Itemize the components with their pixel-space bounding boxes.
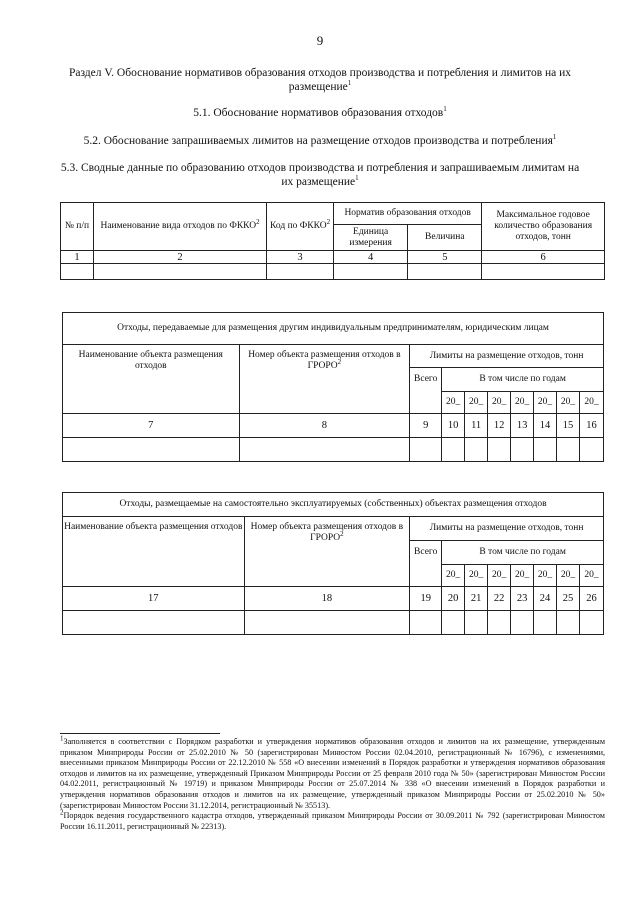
subsection-5-3 bbox=[40, 161, 600, 189]
table-cell[interactable] bbox=[465, 438, 488, 462]
column-number: 1 bbox=[61, 251, 94, 264]
col-header-object-name: Наименование объекта размещения отходов bbox=[63, 345, 240, 414]
table-cell[interactable] bbox=[534, 438, 557, 462]
column-number: 14 bbox=[534, 414, 557, 438]
table-cell[interactable] bbox=[333, 264, 407, 280]
table-cell[interactable] bbox=[557, 438, 580, 462]
col-header-object-name: Наименование объекта размещения отходов bbox=[63, 517, 245, 587]
column-number: 7 bbox=[63, 414, 240, 438]
subsection-5-1 bbox=[40, 106, 600, 120]
col-header-groro-number-text: Номер объекта размещения отходов в ГРОРО bbox=[248, 350, 401, 371]
table-title: Отходы, передаваемые для размещения другим индивидуальным предпринимателям, юридическим лицам bbox=[63, 313, 604, 345]
table-cell[interactable] bbox=[482, 264, 605, 280]
year-cell: 20_ bbox=[465, 392, 488, 414]
col-header-groro-number bbox=[239, 345, 410, 414]
year-cell: 20_ bbox=[511, 565, 534, 587]
column-number: 2 bbox=[93, 251, 266, 264]
subsection-5-2-text: 5.2. Обоснование запрашиваемых лимитов на размещение отходов производства и потребления bbox=[83, 135, 553, 147]
footnote-ref: 2 bbox=[256, 217, 260, 226]
table-cell[interactable] bbox=[93, 264, 266, 280]
year-cell: 20_ bbox=[442, 565, 465, 587]
footnote-ref: 1 bbox=[552, 133, 557, 142]
col-header-waste-name bbox=[93, 203, 266, 251]
column-number: 5 bbox=[408, 251, 482, 264]
col-header-fkko-code bbox=[267, 203, 334, 251]
col-header-value: Величина bbox=[408, 225, 482, 251]
column-number-row bbox=[63, 414, 604, 438]
page-number: 9 bbox=[316, 33, 324, 48]
year-cell: 20_ bbox=[557, 392, 580, 414]
table-row bbox=[63, 611, 604, 635]
year-cell: 20_ bbox=[488, 392, 511, 414]
table-cell[interactable] bbox=[63, 438, 240, 462]
col-header-total: Всего bbox=[410, 368, 442, 414]
subsection-5-2 bbox=[40, 134, 600, 148]
footnote-ref: 1 bbox=[443, 105, 447, 114]
column-number: 17 bbox=[63, 587, 245, 611]
table-cell[interactable] bbox=[557, 611, 580, 635]
column-number: 18 bbox=[244, 587, 410, 611]
table-cell[interactable] bbox=[244, 611, 410, 635]
footnote-1-text: Заполняется в соответствии с Порядком разработки и утверждения нормативов образования отходов и лимитов на их размещение, утвержденным приказом Минприроды России от 25.02.2010 № 50 (зарегистрирован Минюстом России 02.04.2010, регистрационный № 16796), с изменениями, внесенными приказом Минприроды России от 22.12.2010 № 558 «О внесении изменений в Порядок разработки и утверждения нормативов образования отходов и лимитов на их размещение, утвержденный Приказом Минприроды России от 25 февраля 2010 года № 50» (зарегистрирован Минюстом России 04.02.2011, регистрационный № 19719) и приказом Минприроды России от 25.07.2014 № 338 «О внесении изменений в Порядок разработки и утверждения нормативов образования отходов и лимитов на их размещение, утвержденный приказом Минприроды России от 25.02.2010 № 50» (зарегистрирован Минюстом России 31.12.2014, регистрационный № 35513). bbox=[60, 737, 605, 810]
section-title bbox=[40, 66, 600, 94]
footnote-ref: 2 bbox=[337, 357, 342, 366]
table-cell[interactable] bbox=[465, 611, 488, 635]
footnote-ref: 2 bbox=[340, 529, 344, 538]
column-number-row bbox=[61, 251, 605, 264]
column-number: 20 bbox=[442, 587, 465, 611]
footnote-ref: 1 bbox=[355, 174, 359, 183]
col-header-fkko-code-text: Код по ФККО bbox=[270, 221, 327, 231]
year-cell: 20_ bbox=[579, 565, 603, 587]
column-number: 4 bbox=[333, 251, 407, 264]
column-number: 6 bbox=[482, 251, 605, 264]
waste-norms-table bbox=[60, 202, 605, 280]
table-cell[interactable] bbox=[442, 438, 465, 462]
col-header-unit: Единица измерения bbox=[333, 225, 407, 251]
table-row bbox=[63, 438, 604, 462]
col-header-waste-name-text: Наименование вида отходов по ФККО bbox=[100, 221, 257, 231]
footnote-separator bbox=[60, 733, 220, 734]
footnote-ref: 1 bbox=[347, 79, 352, 88]
table-row bbox=[61, 264, 605, 280]
section-title-text: Раздел V. Обоснование нормативов образования отходов производства и потребления и лимитов на их bbox=[68, 67, 572, 79]
footnote-2 bbox=[60, 808, 605, 832]
col-header-number: № п/п bbox=[61, 203, 94, 251]
col-header-limits: Лимиты на размещение отходов, тонн bbox=[410, 517, 604, 541]
col-header-norm: Норматив образования отходов bbox=[333, 203, 481, 225]
year-cell: 20_ bbox=[465, 565, 488, 587]
column-number-row bbox=[63, 587, 604, 611]
table-cell[interactable] bbox=[63, 611, 245, 635]
subsection-5-1-text: 5.1. Обоснование нормативов образования отходов bbox=[193, 107, 444, 119]
footnote-ref: 2 bbox=[326, 217, 331, 226]
table-cell[interactable] bbox=[511, 611, 534, 635]
footnote-mark: 2 bbox=[60, 808, 64, 817]
subsection-5-3-cont: их размещение bbox=[281, 176, 356, 188]
column-number: 21 bbox=[465, 587, 488, 611]
own-facilities-waste-table bbox=[62, 492, 604, 635]
year-cell: 20_ bbox=[534, 392, 557, 414]
column-number: 24 bbox=[534, 587, 557, 611]
column-number: 16 bbox=[579, 414, 603, 438]
table-cell[interactable] bbox=[410, 438, 442, 462]
col-header-groro-number bbox=[244, 517, 410, 587]
col-header-max-annual: Максимальное годовое количество образования отходов, тонн bbox=[482, 203, 605, 251]
year-cell: 20_ bbox=[557, 565, 580, 587]
column-number: 26 bbox=[579, 587, 603, 611]
table-cell[interactable] bbox=[239, 438, 410, 462]
transferred-waste-table bbox=[62, 312, 604, 462]
column-number: 12 bbox=[488, 414, 511, 438]
column-number: 8 bbox=[239, 414, 410, 438]
column-number: 11 bbox=[465, 414, 488, 438]
table-cell[interactable] bbox=[61, 264, 94, 280]
table-cell[interactable] bbox=[267, 264, 334, 280]
col-header-by-year: В том числе по годам bbox=[442, 541, 604, 565]
column-number: 10 bbox=[442, 414, 465, 438]
column-number: 19 bbox=[410, 587, 442, 611]
col-header-by-year: В том числе по годам bbox=[442, 368, 604, 392]
table-cell[interactable] bbox=[408, 264, 482, 280]
year-cell: 20_ bbox=[488, 565, 511, 587]
column-number: 13 bbox=[511, 414, 534, 438]
table-title: Отходы, размещаемые на самостоятельно эксплуатируемых (собственных) объектах размещения отходов bbox=[63, 493, 604, 517]
section-title-cont: размещение bbox=[288, 81, 348, 93]
column-number: 3 bbox=[267, 251, 334, 264]
table-cell[interactable] bbox=[534, 611, 557, 635]
year-cell: 20_ bbox=[511, 392, 534, 414]
column-number: 9 bbox=[410, 414, 442, 438]
footnotes bbox=[60, 734, 605, 832]
column-number: 23 bbox=[511, 587, 534, 611]
table-cell[interactable] bbox=[579, 438, 603, 462]
col-header-limits: Лимиты на размещение отходов, тонн bbox=[410, 345, 604, 368]
subsection-5-3-text: 5.3. Сводные данные по образованию отходов производства и потребления и запрашиваемым лимитам на bbox=[60, 162, 580, 174]
table-cell[interactable] bbox=[410, 611, 442, 635]
column-number: 15 bbox=[557, 414, 580, 438]
column-number: 22 bbox=[488, 587, 511, 611]
footnote-mark: 1 bbox=[60, 734, 64, 743]
table-cell[interactable] bbox=[511, 438, 534, 462]
year-cell: 20_ bbox=[442, 392, 465, 414]
footnote-1 bbox=[60, 734, 605, 811]
year-cell: 20_ bbox=[534, 565, 557, 587]
column-number: 25 bbox=[557, 587, 580, 611]
table-cell[interactable] bbox=[488, 611, 511, 635]
table-cell[interactable] bbox=[442, 611, 465, 635]
table-cell[interactable] bbox=[579, 611, 603, 635]
table-cell[interactable] bbox=[488, 438, 511, 462]
year-cell: 20_ bbox=[579, 392, 603, 414]
col-header-groro-number-text: Номер объекта размещения отходов в ГРОРО bbox=[250, 522, 404, 543]
footnote-2-text: Порядок ведения государственного кадастра отходов, утвержденный приказом Минприроды России от 30.09.2011 № 792 (зарегистрирован Минюстом России 16.11.2011, регистрационный № 22313). bbox=[60, 811, 605, 831]
col-header-total: Всего bbox=[410, 541, 442, 587]
